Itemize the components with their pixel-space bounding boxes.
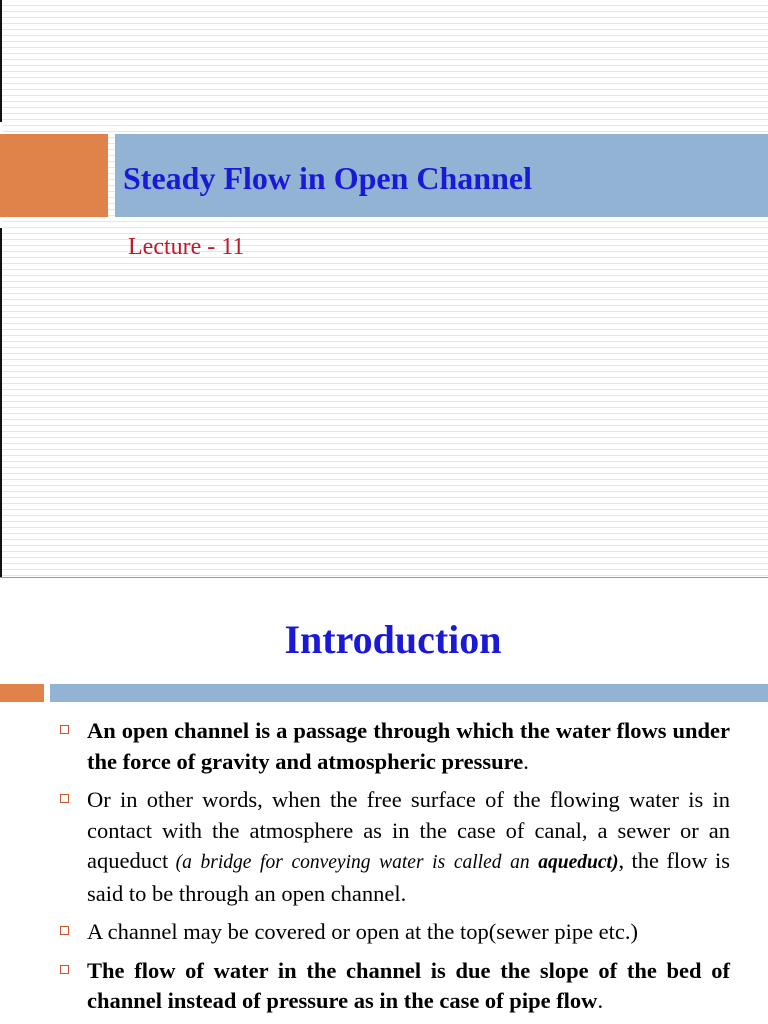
bullet-item	[58, 956, 730, 1017]
bullet-strong-text: The flow of water in the channel is due the slope of the bed of channel instead of pressure as in the case of pipe flow	[87, 957, 730, 1013]
bullet-note-open: (a bridge for conveying water is called an	[175, 852, 539, 873]
bullet-tail-text: .	[523, 748, 529, 774]
hollow-square-bullet-icon	[60, 965, 69, 974]
bullet-item	[58, 716, 730, 777]
bullet-item	[58, 917, 730, 948]
bullet-note-term: aqueduct	[538, 852, 612, 873]
heading-accent-blue-bar	[50, 684, 768, 702]
introduction-slide	[0, 578, 768, 1024]
bullet-tail-text: .	[597, 988, 604, 1013]
bullet-strong-text: An open channel is a passage through which the water flows under the force of gravity and atmospheric pressure	[87, 718, 730, 774]
bullet-tail-text: , the flow is said to be through an open channel.	[87, 848, 730, 906]
hollow-square-bullet-icon	[60, 725, 69, 734]
bullet-item	[58, 785, 730, 909]
bullet-lead-text: Or in other words, when the free surface of the flowing water is in contact with the atmosphere as in the case of canal, a sewer or an aqueduct	[87, 787, 730, 873]
bullet-text: A channel may be covered or open at the top(sewer pipe etc.)	[87, 919, 639, 944]
bullet-note	[176, 852, 619, 873]
left-edge-rule	[0, 0, 2, 577]
slide-heading: Introduction	[284, 617, 502, 662]
hollow-square-bullet-icon	[60, 926, 69, 935]
hollow-square-bullet-icon	[60, 794, 69, 803]
title-accent-orange-block	[0, 134, 108, 217]
bullet-note-close: )	[611, 852, 619, 873]
heading-accent-orange-block	[0, 684, 44, 702]
bullet-list	[58, 716, 730, 1024]
slide-subtitle: Lecture - 11	[128, 234, 245, 260]
slide-title: Steady Flow in Open Channel	[123, 160, 532, 196]
